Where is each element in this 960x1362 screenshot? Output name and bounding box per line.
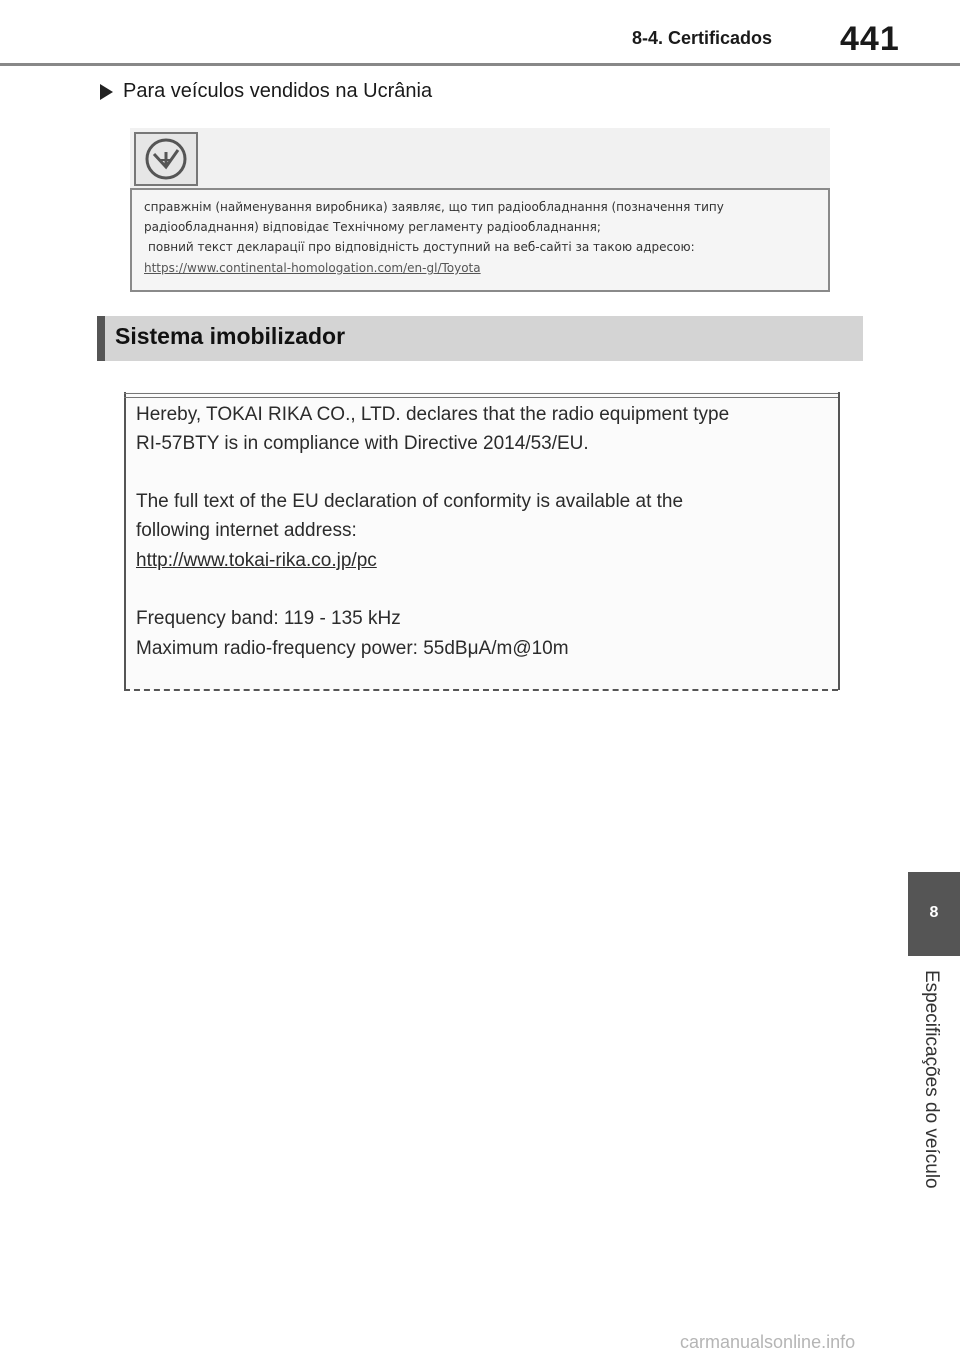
ukraine-declaration-box bbox=[130, 188, 830, 292]
bullet-text: Para veículos vendidos na Ucrânia bbox=[123, 80, 433, 102]
chapter-tab bbox=[908, 872, 960, 956]
watermark: carmanualsonline.info bbox=[680, 1332, 856, 1352]
chapter-number: 8 bbox=[929, 904, 939, 921]
declaration-line-1: Hereby, TOKAI RIKA CO., LTD. declares that the radio equipment type bbox=[136, 404, 730, 425]
section-heading bbox=[97, 316, 863, 361]
header-divider bbox=[0, 63, 960, 66]
declaration-bottom-border bbox=[124, 689, 838, 691]
chapter-label bbox=[910, 970, 950, 1230]
declaration-line-4: following internet address: bbox=[136, 520, 357, 541]
declaration-frequency-band: Frequency band: 119 - 135 kHz bbox=[136, 608, 401, 629]
declaration-line-2: RI-57BTY is in compliance with Directive 2014/53/EU. bbox=[136, 433, 589, 454]
ukraine-conformity-mark-icon bbox=[134, 132, 198, 186]
section-heading-bar bbox=[97, 316, 105, 361]
declaration-top-border bbox=[124, 393, 838, 398]
declaration-line-3: The full text of the EU declaration of conformity is available at the bbox=[136, 491, 684, 512]
chapter-label-text: Especificações do veículo bbox=[921, 970, 942, 1189]
triangle-bullet-icon bbox=[100, 84, 113, 100]
section-heading-text: Sistema imobilizador bbox=[115, 323, 346, 349]
declaration-link[interactable]: http://www.tokai-rika.co.jp/pc bbox=[136, 550, 377, 571]
ukraine-line-3: повний текст декларації про відповідність доступний на веб-сайті за такою адресою: bbox=[148, 240, 695, 254]
ukraine-line-2: радіообладнання) відповідає Технічному регламенту радіообладнання; bbox=[144, 220, 601, 234]
bullet-item bbox=[100, 80, 432, 103]
ukraine-line-1: справжнім (найменування виробника) заявляє, що тип радіообладнання (позначення типу bbox=[144, 200, 724, 214]
section-header-title: 8-4. Certificados bbox=[632, 28, 773, 48]
declaration-max-power: Maximum radio-frequency power: 55dBμA/m@10m bbox=[136, 638, 569, 659]
ukraine-link[interactable]: https://www.continental-homologation.com/en-gl/Toyota bbox=[144, 261, 481, 275]
page-number: 441 bbox=[840, 20, 900, 58]
ukraine-certificate-image bbox=[130, 128, 830, 292]
